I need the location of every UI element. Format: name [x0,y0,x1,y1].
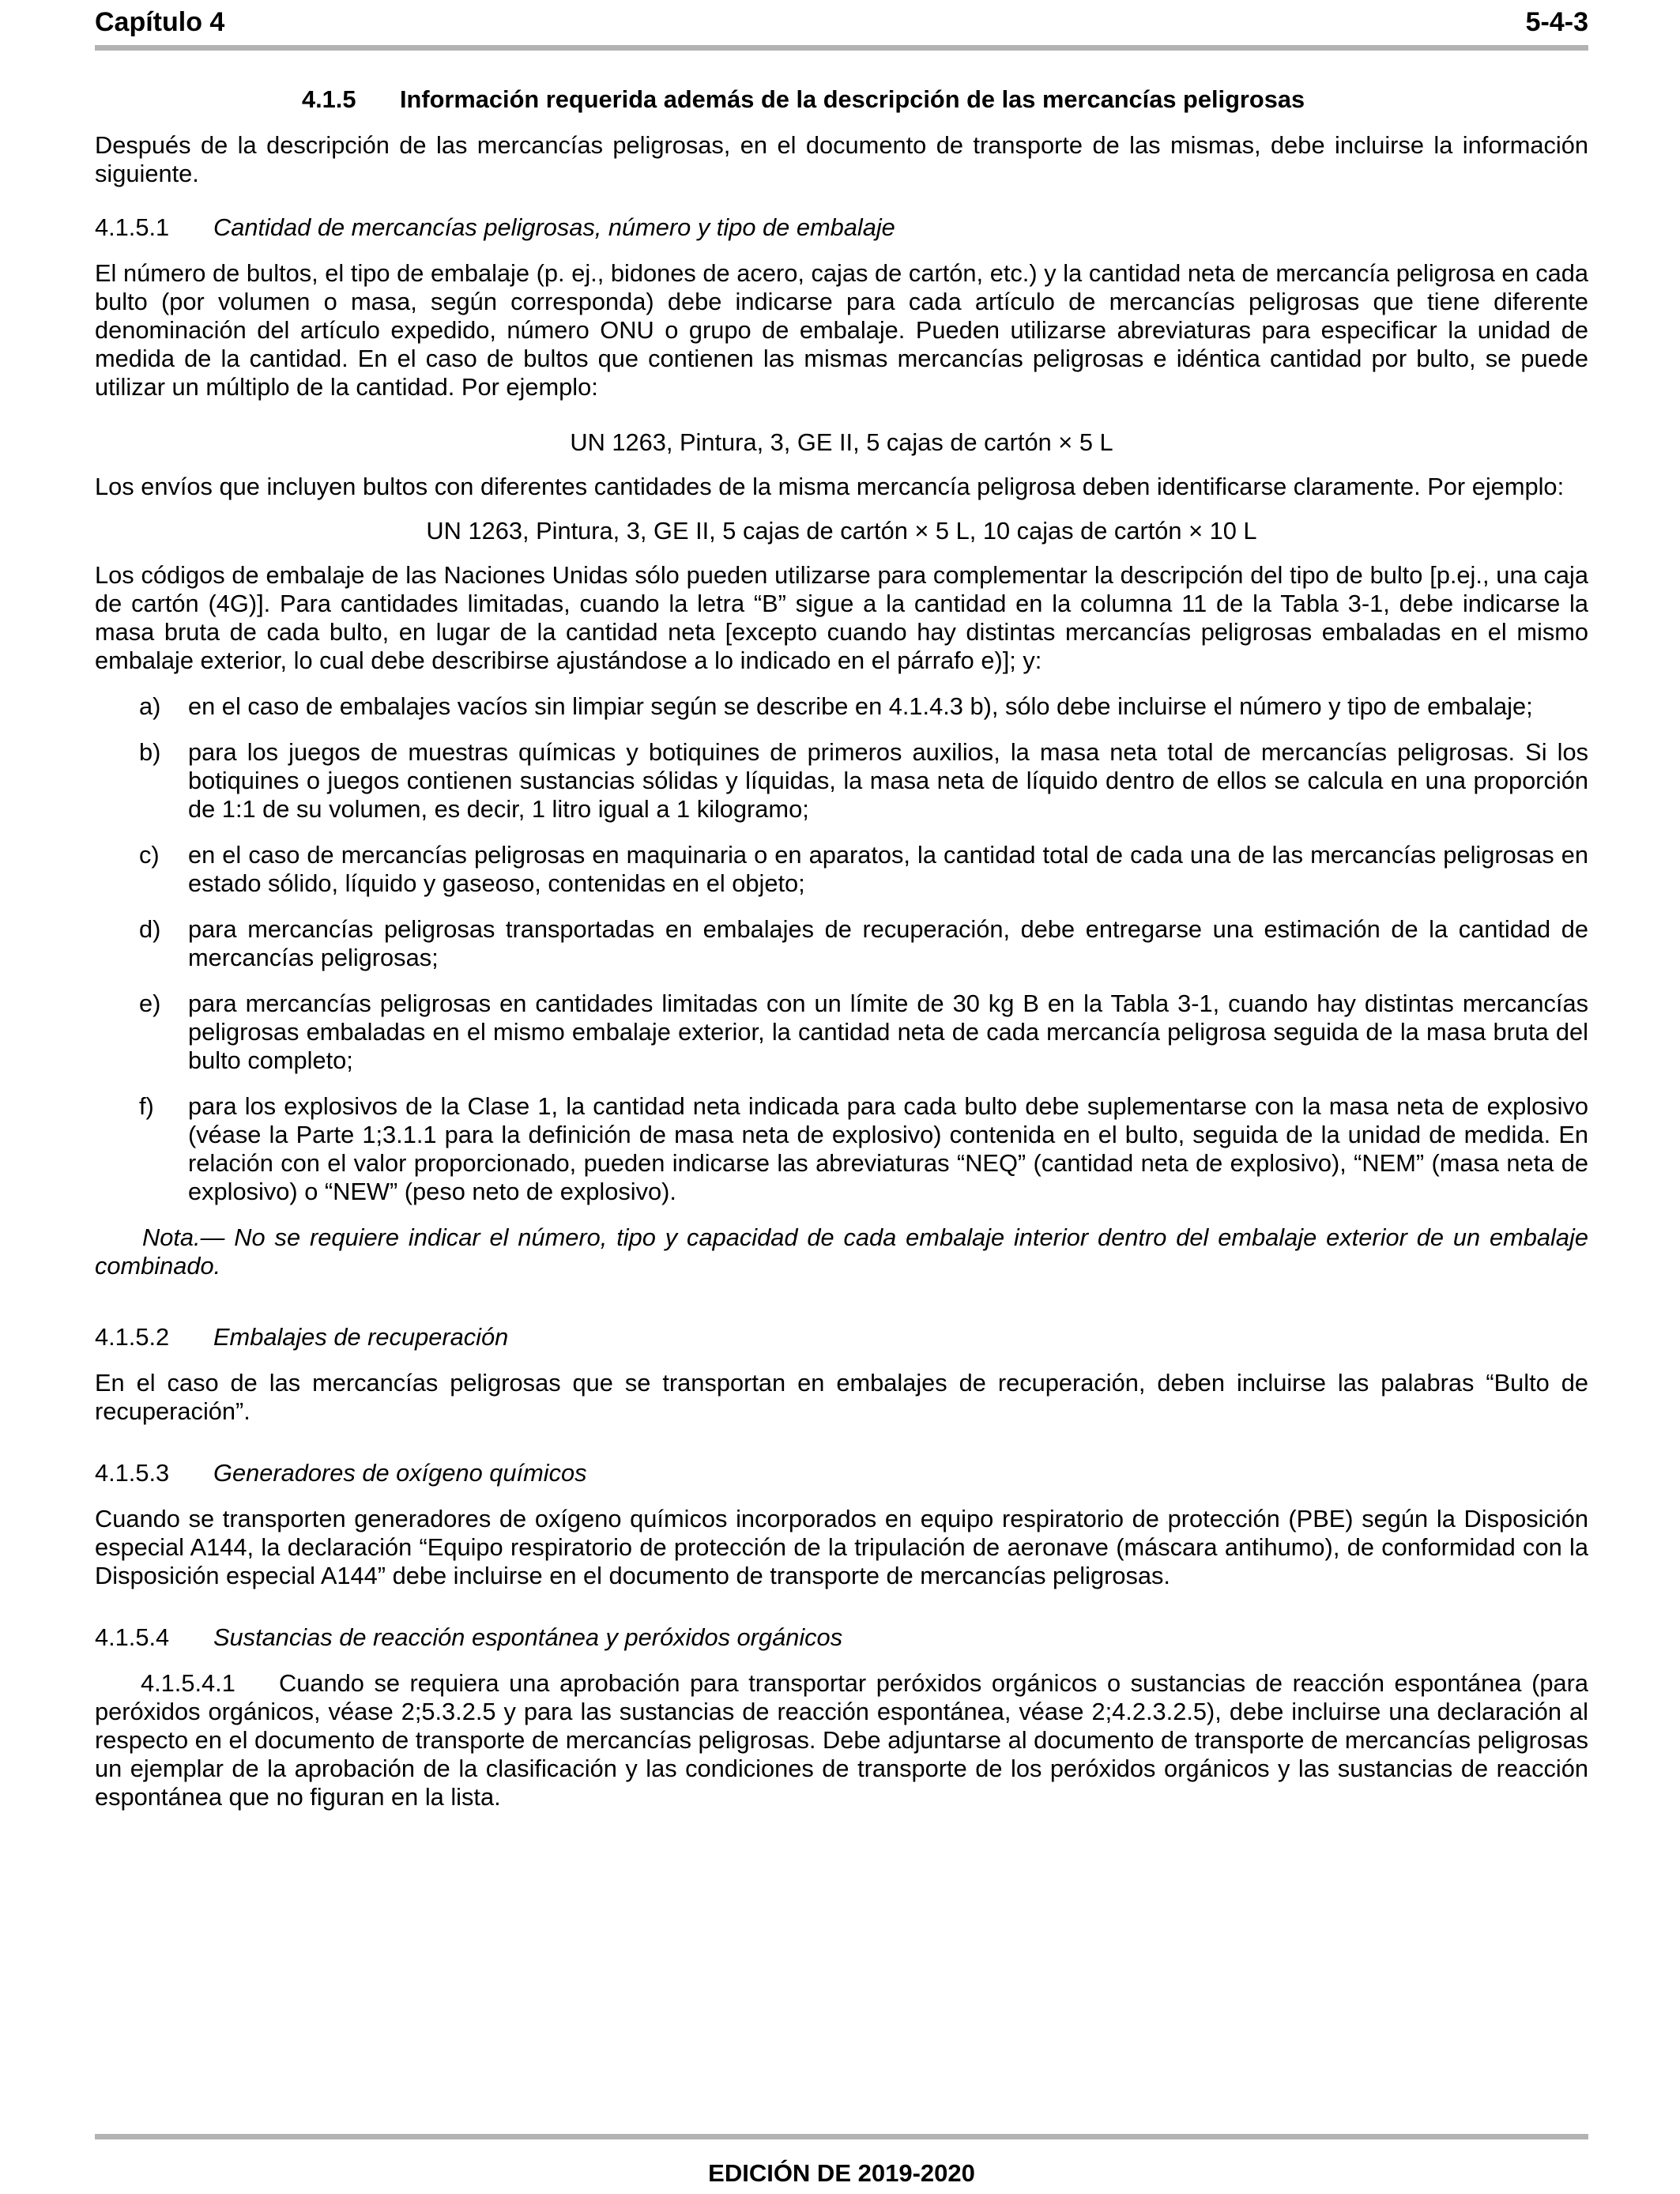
note-paragraph: Nota.— No se requiere indicar el número, tipo y capacidad de cada embalaje interior dentro del embalaje exterior de un embalaje combinado. [95,1223,1588,1280]
subsection-title: Embalajes de recuperación [213,1323,509,1351]
list-item [95,1092,1588,1206]
subsection-number: 4.1.5.3 [95,1459,170,1487]
list-item-text: para mercancías peligrosas transportadas en embalajes de recuperación, debe entregarse una estimación de la cantidad de mercancías peligrosas; [188,915,1588,971]
subsection-heading-4-1-5-3 [95,1459,1588,1487]
list-item-label: b) [139,738,161,766]
subsection-number: 4.1.5.2 [95,1323,170,1351]
list-item-text: en el caso de embalajes vacíos sin limpiar según se describe en 4.1.4.3 b), sólo debe incluirse el número y tipo de embalaje; [188,692,1533,720]
section-number: 4.1.5 [302,85,356,113]
subsection-heading-4-1-5-4 [95,1623,1588,1652]
paragraph-un-codes: Los códigos de embalaje de las Naciones Unidas sólo pueden utilizarse para complementar la descripción del tipo de bulto [p.ej., una caja de cartón (4G)]. Para cantidades limitadas, cuando la letra “B” sigue a la cantidad en la columna 11 de la Tabla 3-1, debe indicarse la masa bruta de cada bulto, en lugar de la cantidad neta [excepto cuando hay distintas mercancías peligrosas embaladas en el mismo embalaje exterior, lo cual debe describirse ajustándose a lo indicado en el párrafo e)]; y: [95,561,1588,674]
list-item-label: d) [139,915,161,943]
footer-rule [95,2134,1588,2139]
document-page [95,0,1588,2194]
list-item [95,990,1588,1075]
page-reference: 5-4-3 [1525,7,1588,37]
list-item [95,841,1588,898]
paragraph-text: Cuando se requiera una aprobación para transportar peróxidos orgánicos o sustancias de reacción espontánea (para peróxidos orgánicos, véase 2;5.3.2.5 y para las sustancias de reacción espontánea, véase 2;4.2.3.2.5), debe incluirse una declaración al respecto en el documento de transporte de mercancías peligrosas. Debe adjuntarse al documento de transporte de mercancías peligrosas un ejemplar de la aprobación de la clasificación y las condiciones de transporte de los peróxidos orgánicos y las sustancias de reacción espontánea que no figuran en la lista. [95,1669,1588,1811]
list-item-label: a) [139,692,161,720]
subsection-title: Cantidad de mercancías peligrosas, número y tipo de embalaje [213,213,895,241]
subsection-number: 4.1.5.1 [95,213,170,241]
subsection-title: Generadores de oxígeno químicos [213,1459,587,1487]
paragraph-self-reactive [95,1669,1588,1811]
edition-footer: EDICIÓN DE 2019-2020 [708,2159,975,2187]
list-item-label: f) [139,1092,154,1120]
list-item-label: e) [139,990,161,1017]
list-item [95,915,1588,972]
subsection-title: Sustancias de reacción espontánea y peróxidos orgánicos [213,1623,843,1651]
requirements-list [95,692,1588,1206]
chapter-label: Capítulo 4 [95,7,225,37]
header-rule [95,45,1588,51]
list-item-label: c) [139,841,160,869]
paragraph-packages: El número de bultos, el tipo de embalaje (p. ej., bidones de acero, cajas de cartón, etc.) y la cantidad neta de mercancía peligrosa en cada bulto (por volumen o masa, según corresponda) debe indicarse para cada artículo de mercancías peligrosas que tiene diferente denominación del artículo expedido, número ONU o grupo de embalaje. Pueden utilizarse abreviaturas para especificar la unidad de medida de la cantidad. En el caso de bultos que contienen las mismas mercancías peligrosas e idéntica cantidad por bulto, se puede utilizar un múltiplo de la cantidad. Por ejemplo: [95,259,1588,401]
paragraph-oxygen-generators: Cuando se transporten generadores de oxígeno químicos incorporados en equipo respiratorio de protección (PBE) según la Disposición especial A144, la declaración “Equipo respiratorio de protección de la tripulación de aeronave (máscara antihumo), de conformidad con la Disposición especial A144” debe incluirse en el documento de transporte de mercancías peligrosas. [95,1505,1588,1589]
list-item [95,692,1588,721]
list-item-text: para mercancías peligrosas en cantidades limitadas con un límite de 30 kg B en la Tabla 3-1, cuando hay distintas mercancías peligrosas embaladas en el mismo embalaje exterior, la cantidad neta de cada mercancía peligrosa seguida de la masa bruta del bulto completo; [188,990,1588,1074]
list-item [95,738,1588,824]
example-line-1: UN 1263, Pintura, 3, GE II, 5 cajas de cartón × 5 L [570,428,1113,456]
page-header [95,6,1588,38]
paragraph-different-quantities: Los envíos que incluyen bultos con diferentes cantidades de la misma mercancía peligrosa deben identificarse claramente. Por ejemplo: [95,473,1565,500]
example-line-2: UN 1263, Pintura, 3, GE II, 5 cajas de cartón × 5 L, 10 cajas de cartón × 10 L [426,517,1257,545]
paragraph-salvage-packagings: En el caso de las mercancías peligrosas que se transportan en embalajes de recuperación, deben incluirse las palabras “Bulto de recuperación”. [95,1369,1588,1425]
subsection-heading-4-1-5-2 [95,1323,1588,1351]
section-title: Información requerida además de la descripción de las mercancías peligrosas [400,85,1305,113]
subsection-heading-4-1-5-1 [95,213,1588,242]
subsection-number: 4.1.5.4 [95,1623,170,1651]
list-item-text: en el caso de mercancías peligrosas en maquinaria o en aparatos, la cantidad total de cada una de las mercancías peligrosas en estado sólido, líquido y gaseoso, contenidas en el objeto; [188,841,1588,897]
paragraph-number: 4.1.5.4.1 [141,1669,235,1697]
list-item-text: para los explosivos de la Clase 1, la cantidad neta indicada para cada bulto debe suplementarse con la masa neta de explosivo (véase la Parte 1;3.1.1 para la definición de masa neta de explosivo) contenida en el bulto, seguida de la unidad de medida. En relación con el valor proporcionado, pueden indicarse las abreviaturas “NEQ” (cantidad neta de explosivo), “NEM” (masa neta de explosivo) o “NEW” (peso neto de explosivo). [188,1092,1588,1205]
intro-paragraph: Después de la descripción de las mercancías peligrosas, en el documento de transporte de las mismas, debe incluirse la información siguiente. [95,131,1588,187]
document-body [95,85,1588,1811]
section-heading [302,85,1588,114]
list-item-text: para los juegos de muestras químicas y botiquines de primeros auxilios, la masa neta total de mercancías peligrosas. Si los botiquines o juegos contienen sustancias sólidas y líquidas, la masa neta de líquido dentro de ellos se calcula en una proporción de 1:1 de su volumen, es decir, 1 litro igual a 1 kilogramo; [188,738,1588,823]
